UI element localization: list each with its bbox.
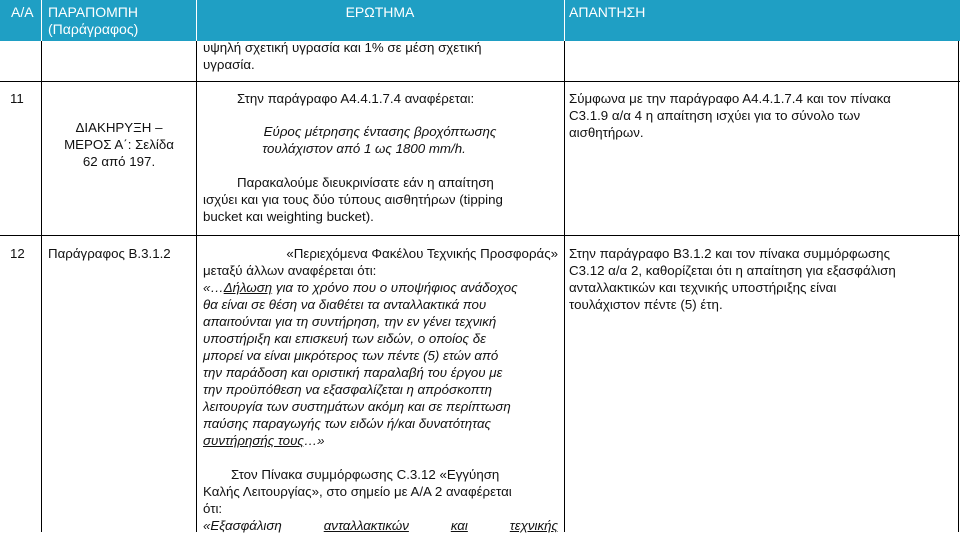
quote-underlined-phrase: συντήρησής τους	[203, 433, 304, 448]
question-request-line: ισχύει και για τους δύο τύπους αισθητήρων (tipping	[203, 192, 503, 207]
answer-line: C3.12 α/α 2, καθορίζεται ότι η απαίτηση για εξασφάλιση	[569, 263, 896, 278]
row-number: 12	[10, 246, 25, 261]
reference-line: ΜΕΡΟΣ Α΄: Σελίδα	[64, 137, 174, 152]
question-cont-line: υγρασία.	[203, 57, 255, 72]
question-request-line: Παρακαλούμε διευκρινίσατε εάν η απαίτηση	[237, 175, 494, 190]
question-quote-line: Εύρος μέτρησης έντασης βροχόπτωσης	[263, 124, 497, 139]
header-question: ΕΡΩΤΗΜΑ	[345, 4, 415, 20]
question2-line: Στον Πίνακα συμμόρφωσης C.3.12 «Εγγύηση	[231, 467, 500, 482]
header-divider	[41, 0, 42, 41]
quote-close: …»	[303, 433, 325, 448]
question-cont-line: υψηλή σχετική υγρασία και 1% σε μέση σχετική	[203, 40, 482, 55]
quote-word: ανταλλακτικών	[323, 518, 409, 533]
question-line: μεταξύ άλλων αναφέρεται ότι:	[203, 263, 377, 278]
quote-open: «…	[203, 280, 224, 295]
column-divider	[564, 41, 565, 532]
header-reference	[48, 4, 138, 38]
question-italic-line: παύσης παραγωγής των ειδών ή/και δυνατότητας	[203, 416, 491, 431]
question-intro: Στην παράγραφο Α4.4.1.7.4 αναφέρεται:	[237, 91, 475, 106]
row-number: 11	[10, 91, 24, 106]
answer-line: Σύμφωνα με την παράγραφο Α4.4.1.7.4 και τον πίνακα	[569, 91, 891, 106]
answer-line: αισθητήρων.	[569, 125, 644, 140]
answer-line: Στην παράγραφο Β3.1.2 και τον πίνακα συμμόρφωσης	[569, 246, 890, 261]
question-request-line: bucket και weighting bucket).	[203, 209, 374, 224]
answer-line: τουλάχιστον πέντε (5) έτη.	[569, 297, 723, 312]
row-divider	[0, 81, 960, 82]
answer-line: ανταλλακτικών και τεχνικής υποστήριξης είναι	[569, 280, 837, 295]
question-italic-line	[203, 432, 325, 449]
quote-underlined-word: Δήλωση	[223, 280, 273, 295]
question2-line: ότι:	[203, 501, 223, 516]
header-reference-line1: ΠΑΡΑΠΟΜΠΗ	[48, 4, 138, 20]
reference-line: 62 από 197.	[82, 154, 156, 169]
question-italic-line	[203, 279, 518, 296]
question-italic-line: υποστήριξη και επισκευή των ειδών, ο οποίος δε	[203, 331, 486, 346]
header-aa: Α/Α	[11, 4, 34, 20]
question-italic-line: την παράδοση και οριστική παραλαβή του έργου με	[203, 365, 503, 380]
quote-word: «Εξασφάλιση	[203, 518, 282, 533]
question-italic-line: μπορεί να είναι μικρότερος των πέντε (5) ετών από	[203, 348, 499, 363]
question2-last-line	[203, 517, 558, 534]
quote-word: και	[450, 518, 468, 533]
header-answer: ΑΠΑΝΤΗΣΗ	[569, 4, 646, 20]
question2-line: Καλής Λειτουργίας», στο σημείο με Α/Α 2 αναφέρεται	[203, 484, 512, 499]
header-divider	[564, 0, 565, 41]
reference-line: ΔΙΑΚΗΡΥΞΗ –	[75, 120, 163, 135]
question-italic-line: θα είναι σε θέση να διαθέτει τα ανταλλακτικά που	[203, 297, 487, 312]
header-divider	[196, 0, 197, 41]
column-divider	[958, 41, 959, 532]
quote-rest: για το χρόνο που ο υποψήφιος ανάδοχος	[272, 280, 518, 295]
table-header	[0, 0, 960, 41]
column-divider	[196, 41, 197, 532]
quote-word: τεχνικής	[509, 518, 558, 533]
question-italic-line: την προϋπόθεση να εξασφαλίζεται η απρόσκοπτη	[203, 382, 493, 397]
header-reference-line2: (Παράγραφος)	[48, 21, 139, 37]
question-quote-line: τουλάχιστον από 1 ως 1800 mm/h.	[262, 141, 466, 156]
row-divider	[0, 235, 960, 236]
question-italic-line: λειτουργία των συστημάτων ακόμη και σε περίπτωση	[203, 399, 511, 414]
question-italic-line: απαιτούνται για τη συντήρηση, την εν γένει τεχνική	[203, 314, 497, 329]
answer-line: C3.1.9 α/α 4 η απαίτηση ισχύει για το σύνολο των	[569, 108, 861, 123]
column-divider	[41, 41, 42, 532]
reference-text: Παράγραφος Β.3.1.2	[48, 246, 171, 261]
question-line: «Περιεχόμενα Φακέλου Τεχνικής Προσφοράς»	[286, 246, 558, 261]
